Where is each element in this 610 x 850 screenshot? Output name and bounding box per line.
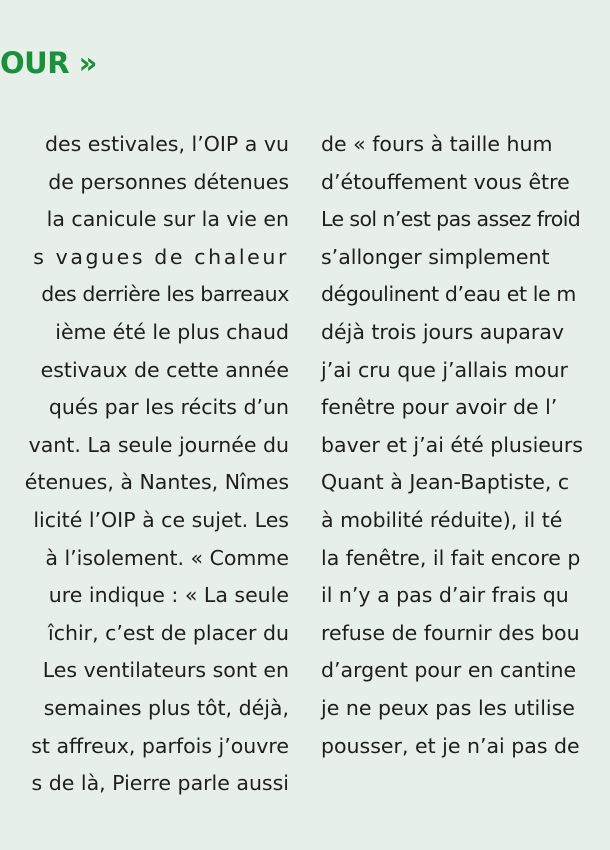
text-line: pousser, et je n’ai pas de xyxy=(321,733,580,758)
text-line: à l’isolement. « Comme xyxy=(45,545,289,570)
text-line: des estivales, l’OIP a vu xyxy=(44,132,289,156)
text-line: de « fours à taille hum xyxy=(321,132,553,156)
text-line: j’ai cru que j’allais mour xyxy=(321,357,568,382)
text-line: à mobilité réduite), il té xyxy=(321,507,563,532)
text-line: Les ventilateurs sont en xyxy=(42,658,289,683)
text-line: des derrière les barreaux xyxy=(41,282,289,307)
text-line: s vagues de chaleur xyxy=(33,244,289,269)
text-line: semaines plus tôt, déjà, xyxy=(43,695,289,720)
text-line: qués par les récits d’un xyxy=(48,395,289,420)
text-line: d’argent pour en cantine xyxy=(321,658,577,683)
text-line: ième été le plus chaud xyxy=(55,319,289,344)
text-line: la fenêtre, il fait encore p xyxy=(321,545,581,570)
text-line: la canicule sur la vie en xyxy=(46,207,289,232)
text-line: vant. La seule journée du xyxy=(28,432,289,457)
text-column-left xyxy=(25,126,289,803)
text-line: ure indique : « La seule xyxy=(48,583,289,608)
text-line: je ne peux pas les utilise xyxy=(321,695,575,720)
text-line: fenêtre pour avoir de l’ xyxy=(321,395,558,420)
text-line: s’allonger simplement xyxy=(321,244,550,269)
text-line: estivaux de cette année xyxy=(40,357,289,382)
text-line: îchir, c’est de placer du xyxy=(48,620,289,645)
text-line: d’étouffement vous être xyxy=(321,169,570,194)
text-column-right xyxy=(321,126,583,765)
text-line: licité l’OIP à ce sujet. Les xyxy=(33,507,289,532)
text-line: dégoulinent d’eau et le m xyxy=(321,282,576,307)
text-line: Quant à Jean-Baptiste, c xyxy=(321,470,570,495)
text-line: refuse de fournir des bou xyxy=(321,620,580,645)
section-heading: OUR » xyxy=(0,46,97,80)
text-line: Le sol n’est pas assez froid xyxy=(321,207,581,232)
text-line: s de là, Pierre parle aussi xyxy=(31,771,289,796)
text-line: étenues, à Nantes, Nîmes xyxy=(24,470,289,495)
text-line: il n’y a pas d’air frais qu xyxy=(321,583,569,608)
text-line: de personnes détenues xyxy=(48,169,289,194)
text-line: baver et j’ai été plusieurs xyxy=(321,432,583,457)
text-line: st affreux, parfois j’ouvre xyxy=(31,733,289,758)
text-line: déjà trois jours auparav xyxy=(321,319,564,344)
